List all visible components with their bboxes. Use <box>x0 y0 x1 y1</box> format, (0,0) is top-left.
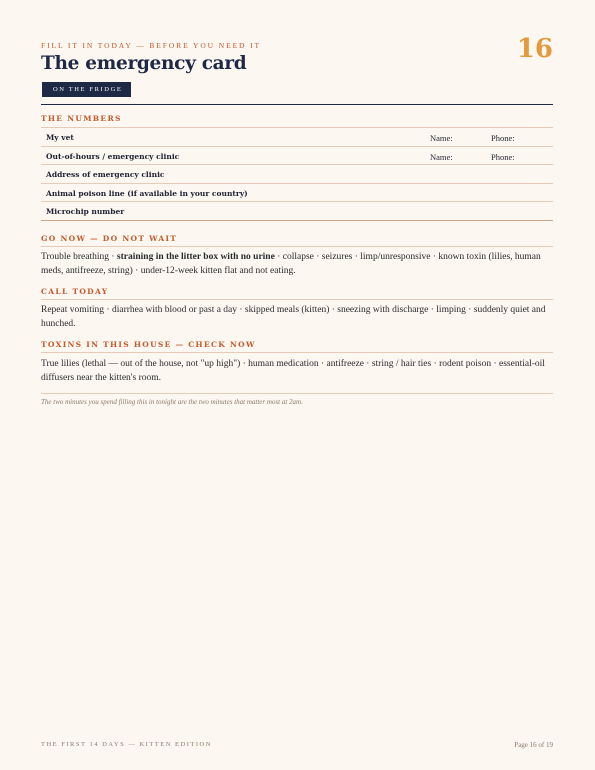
toxins-divider <box>41 352 553 353</box>
table-row <box>41 184 553 203</box>
table-row <box>41 202 553 221</box>
call-today-text: Repeat vomiting · diarrhea with blood or past a day · skipped meals (kitten) · sneezing with discharge · limping · suddenly quiet and hunched. <box>41 305 546 329</box>
fridge-tag: ON THE FRIDGE <box>42 82 131 97</box>
footnote: The two minutes you spend filling this in tonight are the two minutes that matter most at 2am. <box>41 398 303 406</box>
numbers-heading: THE NUMBERS <box>41 114 122 123</box>
page-title: The emergency card <box>41 53 247 74</box>
table-row <box>41 147 553 166</box>
table-row <box>41 165 553 184</box>
footer-title: THE FIRST 14 DAYS — KITTEN EDITION <box>41 741 212 748</box>
go-now-divider <box>41 246 553 247</box>
numbers-table <box>41 128 553 221</box>
row-label: Out-of-hours / emergency clinic <box>46 151 180 161</box>
row-label: Microchip number <box>46 207 125 216</box>
phone-field: Phone: <box>491 133 515 143</box>
phone-field: Phone: <box>491 151 515 162</box>
go-now-text-end: · collapse · seizures · limp/unresponsive · known toxin (lilies, human meds, antifreeze, string) · under-12-week kitten flat and not eating. <box>41 252 541 276</box>
name-field: Name: <box>430 133 453 143</box>
row-label: Animal poison line (if available in your country) <box>46 188 248 198</box>
footer-page-count: Page 16 of 19 <box>514 741 553 749</box>
eyebrow: FILL IT IN TODAY — BEFORE YOU NEED IT <box>41 41 262 50</box>
call-today-heading: CALL TODAY <box>41 287 109 296</box>
name-field: Name: <box>430 151 453 162</box>
go-now-text-start: Trouble breathing · <box>41 252 117 262</box>
go-now-heading: GO NOW — DO NOT WAIT <box>41 234 178 243</box>
page-number: 16 <box>516 34 553 64</box>
header-divider <box>41 104 553 105</box>
go-now-text <box>41 251 553 278</box>
toxins-heading: TOXINS IN THIS HOUSE — CHECK NOW <box>41 340 256 349</box>
go-now-text-emphasis: straining in the litter box with no urine <box>116 252 275 262</box>
table-row <box>41 128 553 147</box>
page <box>41 0 553 770</box>
toxins-text: True lilies (lethal — out of the house, not "up high") · human medication · antifreeze · string / hair ties · rodent poison · essential-oil diffusers near the kitten's room. <box>41 359 545 383</box>
footnote-divider <box>41 393 553 394</box>
row-label: My vet <box>46 133 74 142</box>
call-today-divider <box>41 299 553 300</box>
row-label: Address of emergency clinic <box>46 170 165 179</box>
